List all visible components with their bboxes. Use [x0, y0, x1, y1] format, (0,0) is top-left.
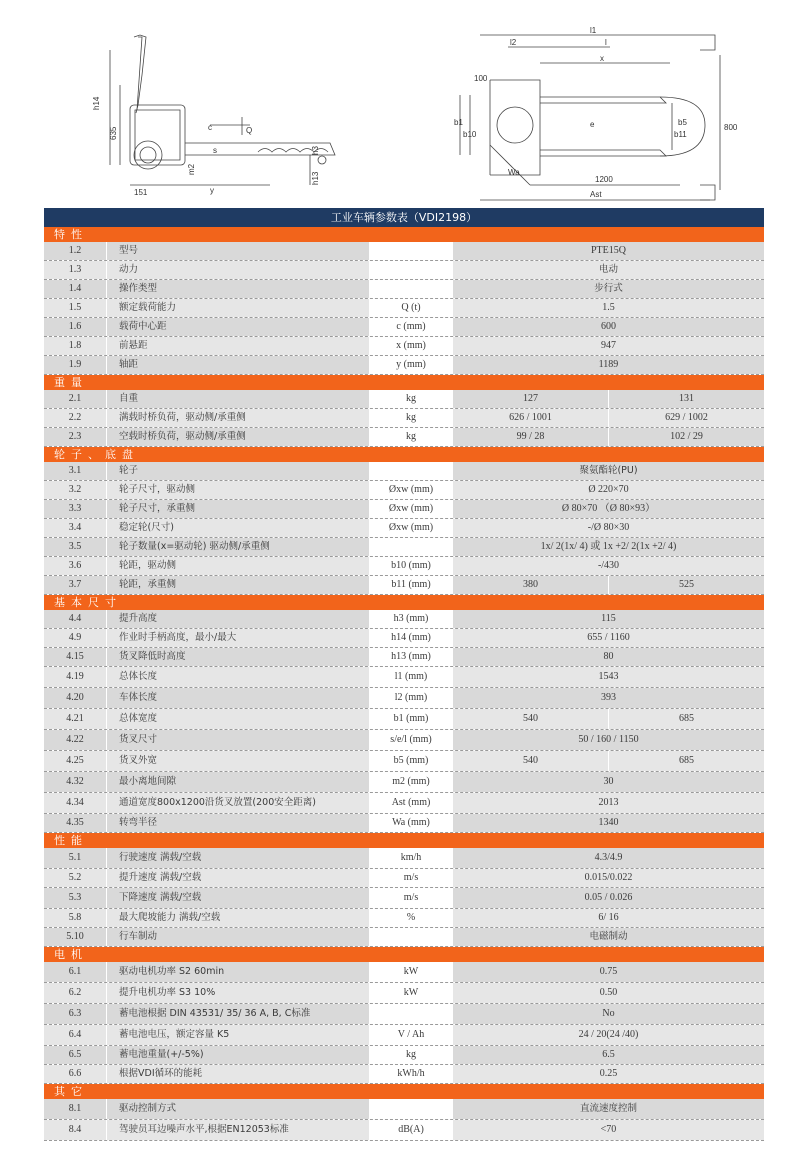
row-description: 提升电机功率 S3 10%: [107, 983, 370, 1003]
table-row: [44, 962, 764, 983]
table-row: [44, 481, 764, 500]
row-unit: kg: [370, 409, 453, 427]
dim-b10: b10: [463, 130, 477, 139]
row-value: 1543: [453, 667, 764, 687]
row-values: [453, 751, 764, 771]
row-value: -/Ø 80×30: [453, 519, 764, 537]
row-description: 提升速度 满载/空载: [107, 869, 370, 887]
row-unit: Øxw (mm): [370, 481, 453, 499]
spec-table: [44, 208, 764, 1141]
row-value: -/430: [453, 557, 764, 575]
section-header: 其它: [44, 1084, 764, 1099]
top-view-drawing: [430, 25, 750, 225]
row-unit: l2 (mm): [370, 688, 453, 708]
row-unit: m/s: [370, 869, 453, 887]
row-number: 4.20: [44, 688, 107, 708]
row-unit: b5 (mm): [370, 751, 453, 771]
row-number: 1.2: [44, 242, 107, 260]
table-title: 工业车辆参数表（VDI2198）: [44, 208, 764, 227]
row-number: 6.2: [44, 983, 107, 1003]
dim-800: 800: [724, 123, 738, 132]
row-description: 轮子尺寸，承重侧: [107, 500, 370, 518]
row-description: 下降速度 满载/空载: [107, 888, 370, 908]
table-row: [44, 814, 764, 833]
row-description: 操作类型: [107, 280, 370, 298]
table-row: [44, 356, 764, 375]
value-variant-a: 626 / 1001: [453, 409, 609, 427]
row-number: 3.3: [44, 500, 107, 518]
dim-h14: h14: [92, 96, 101, 110]
row-number: 5.1: [44, 848, 107, 868]
row-description: 最小离地间隙: [107, 772, 370, 792]
row-values: [453, 709, 764, 729]
row-unit: km/h: [370, 848, 453, 868]
table-row: [44, 848, 764, 869]
row-value: PTE15Q: [453, 242, 764, 260]
table-row: [44, 667, 764, 688]
row-value: 直流速度控制: [453, 1099, 764, 1119]
row-unit: Øxw (mm): [370, 500, 453, 518]
row-number: 4.34: [44, 793, 107, 813]
table-row: [44, 299, 764, 318]
dim-Q: Q: [246, 126, 253, 135]
row-number: 3.5: [44, 538, 107, 556]
row-number: 4.15: [44, 648, 107, 666]
section-rows: [44, 962, 764, 1084]
dim-c: c: [208, 123, 212, 132]
row-description: 空载时桥负荷，驱动侧/承重侧: [107, 428, 370, 446]
row-description: 作业时手柄高度，最小/最大: [107, 629, 370, 647]
row-unit: [370, 1004, 453, 1024]
dim-l: l: [605, 38, 607, 47]
row-number: 5.8: [44, 909, 107, 927]
row-value: 30: [453, 772, 764, 792]
row-unit: l1 (mm): [370, 667, 453, 687]
row-unit: kWh/h: [370, 1065, 453, 1083]
row-number: 8.1: [44, 1099, 107, 1119]
row-unit: Wa (mm): [370, 814, 453, 832]
table-row: [44, 1065, 764, 1084]
table-row: [44, 242, 764, 261]
table-row: [44, 428, 764, 447]
row-unit: Q (t): [370, 299, 453, 317]
row-description: 行车制动: [107, 928, 370, 946]
row-value: Ø 220×70: [453, 481, 764, 499]
row-unit: y (mm): [370, 356, 453, 374]
row-unit: [370, 242, 453, 260]
table-row: [44, 1099, 764, 1120]
row-number: 3.2: [44, 481, 107, 499]
row-description: 蓄电池根据 DIN 43531/ 35/ 36 A, B, C标准: [107, 1004, 370, 1024]
row-values: [453, 390, 764, 408]
row-value: 聚氨酯轮(PU): [453, 462, 764, 480]
row-description: 根据VDI循环的能耗: [107, 1065, 370, 1083]
row-description: 前悬距: [107, 337, 370, 355]
row-number: 4.21: [44, 709, 107, 729]
value-variant-b: 685: [679, 755, 694, 766]
dim-y: y: [210, 186, 214, 195]
row-number: 1.5: [44, 299, 107, 317]
row-unit: x (mm): [370, 337, 453, 355]
row-unit: b11 (mm): [370, 576, 453, 594]
row-number: 6.1: [44, 962, 107, 982]
row-description: 自重: [107, 390, 370, 408]
table-row: [44, 1025, 764, 1046]
row-description: 货叉外宽: [107, 751, 370, 771]
row-unit: b1 (mm): [370, 709, 453, 729]
row-description: 型号: [107, 242, 370, 260]
row-value: 600: [453, 318, 764, 336]
row-value: Ø 80×70 （Ø 80×93）: [453, 500, 764, 518]
row-value: 1x/ 2(1x/ 4) 或 1x +2/ 2(1x +2/ 4): [453, 538, 764, 556]
row-number: 1.3: [44, 261, 107, 279]
row-description: 车体长度: [107, 688, 370, 708]
table-row: [44, 629, 764, 648]
row-number: 6.3: [44, 1004, 107, 1024]
value-variant-b: 525: [679, 579, 694, 590]
table-row: [44, 983, 764, 1004]
dim-x: x: [600, 54, 604, 63]
row-value: 1.5: [453, 299, 764, 317]
table-row: [44, 928, 764, 947]
row-description: 驱动电机功率 S2 60min: [107, 962, 370, 982]
row-number: 1.4: [44, 280, 107, 298]
row-unit: [370, 261, 453, 279]
row-values: [453, 428, 764, 446]
row-description: 驾驶员耳边噪声水平,根据EN12053标准: [107, 1120, 370, 1140]
row-description: 载荷中心距: [107, 318, 370, 336]
dim-h3: h3: [311, 146, 320, 155]
table-row: [44, 610, 764, 629]
row-number: 4.25: [44, 751, 107, 771]
row-number: 5.10: [44, 928, 107, 946]
section-header: 特性: [44, 227, 764, 242]
row-value: 4.3/4.9: [453, 848, 764, 868]
table-row: [44, 280, 764, 299]
row-number: 5.2: [44, 869, 107, 887]
row-number: 6.4: [44, 1025, 107, 1045]
row-description: 蓄电池重量(+/-5%): [107, 1046, 370, 1064]
row-description: 驱动控制方式: [107, 1099, 370, 1119]
row-value: 电动: [453, 261, 764, 279]
row-number: 1.8: [44, 337, 107, 355]
row-description: 货叉降低时高度: [107, 648, 370, 666]
table-row: [44, 888, 764, 909]
row-value: 电磁制动: [453, 928, 764, 946]
row-number: 3.6: [44, 557, 107, 575]
table-row: [44, 730, 764, 751]
table-row: [44, 318, 764, 337]
table-row: [44, 909, 764, 928]
row-unit: dB(A): [370, 1120, 453, 1140]
row-values: [453, 576, 764, 594]
dim-h13: h13: [311, 171, 320, 185]
dim-Wa: Wa: [508, 168, 520, 177]
row-value: 步行式: [453, 280, 764, 298]
row-description: 通道宽度800x1200沿货叉放置(200安全距离): [107, 793, 370, 813]
row-description: 额定载荷能力: [107, 299, 370, 317]
row-description: 总体宽度: [107, 709, 370, 729]
dim-Ast: Ast: [590, 190, 602, 199]
row-number: 2.3: [44, 428, 107, 446]
section-rows: [44, 462, 764, 595]
row-value: No: [453, 1004, 764, 1024]
side-view-drawing: [90, 25, 450, 225]
row-unit: [370, 280, 453, 298]
table-row: [44, 772, 764, 793]
value-variant-a: 99 / 28: [453, 428, 609, 446]
row-unit: [370, 1099, 453, 1119]
row-value: 0.05 / 0.026: [453, 888, 764, 908]
row-description: 轮距，承重侧: [107, 576, 370, 594]
row-number: 2.1: [44, 390, 107, 408]
table-row: [44, 1120, 764, 1141]
row-description: 轮距，驱动侧: [107, 557, 370, 575]
row-value: 947: [453, 337, 764, 355]
row-number: 4.4: [44, 610, 107, 628]
row-value: 80: [453, 648, 764, 666]
row-number: 5.3: [44, 888, 107, 908]
row-number: 4.35: [44, 814, 107, 832]
row-number: 8.4: [44, 1120, 107, 1140]
row-unit: b10 (mm): [370, 557, 453, 575]
table-row: [44, 688, 764, 709]
row-unit: kW: [370, 983, 453, 1003]
row-value: 655 / 1160: [453, 629, 764, 647]
row-unit: %: [370, 909, 453, 927]
table-row: [44, 557, 764, 576]
row-unit: h3 (mm): [370, 610, 453, 628]
value-variant-a: 127: [453, 390, 609, 408]
row-number: 4.32: [44, 772, 107, 792]
row-description: 行驶速度 满载/空载: [107, 848, 370, 868]
row-description: 轮子尺寸，驱动侧: [107, 481, 370, 499]
row-number: 1.6: [44, 318, 107, 336]
row-number: 6.5: [44, 1046, 107, 1064]
table-row: [44, 793, 764, 814]
row-value: 0.75: [453, 962, 764, 982]
technical-drawings: [0, 0, 800, 205]
dim-l2: l2: [510, 38, 517, 47]
row-unit: h14 (mm): [370, 629, 453, 647]
row-unit: [370, 928, 453, 946]
table-row: [44, 869, 764, 888]
row-description: 转弯半径: [107, 814, 370, 832]
table-row: [44, 709, 764, 730]
table-row: [44, 538, 764, 557]
section-rows: [44, 610, 764, 833]
row-unit: V / Ah: [370, 1025, 453, 1045]
row-number: 4.22: [44, 730, 107, 750]
row-number: 1.9: [44, 356, 107, 374]
dim-151: 151: [134, 188, 148, 197]
row-value: 6.5: [453, 1046, 764, 1064]
table-row: [44, 648, 764, 667]
row-value: 0.50: [453, 983, 764, 1003]
row-number: 3.4: [44, 519, 107, 537]
row-value: 0.25: [453, 1065, 764, 1083]
row-values: [453, 409, 764, 427]
row-unit: kg: [370, 428, 453, 446]
dim-b1: b1: [454, 118, 463, 127]
row-number: 6.6: [44, 1065, 107, 1083]
value-variant-b: 629 / 1002: [665, 412, 708, 423]
table-row: [44, 1046, 764, 1065]
table-row: [44, 390, 764, 409]
row-unit: s/e/l (mm): [370, 730, 453, 750]
row-value: 1340: [453, 814, 764, 832]
row-number: 2.2: [44, 409, 107, 427]
section-header: 性能: [44, 833, 764, 848]
row-description: 稳定轮(尺寸): [107, 519, 370, 537]
value-variant-a: 540: [453, 751, 609, 771]
value-variant-b: 685: [679, 713, 694, 724]
row-value: 115: [453, 610, 764, 628]
row-unit: [370, 462, 453, 480]
section-rows: [44, 1099, 764, 1141]
row-description: 提升高度: [107, 610, 370, 628]
row-unit: h13 (mm): [370, 648, 453, 666]
dim-s: s: [213, 146, 217, 155]
section-header: 电机: [44, 947, 764, 962]
row-description: 轴距: [107, 356, 370, 374]
table-row: [44, 751, 764, 772]
table-row: [44, 409, 764, 428]
row-description: 动力: [107, 261, 370, 279]
row-description: 蓄电池电压，额定容量 K5: [107, 1025, 370, 1045]
value-variant-a: 380: [453, 576, 609, 594]
row-unit: Øxw (mm): [370, 519, 453, 537]
row-description: 货叉尺寸: [107, 730, 370, 750]
table-row: [44, 576, 764, 595]
row-value: 6/ 16: [453, 909, 764, 927]
row-unit: kW: [370, 962, 453, 982]
row-number: 4.9: [44, 629, 107, 647]
row-value: 0.015/0.022: [453, 869, 764, 887]
row-value: <70: [453, 1120, 764, 1140]
section-header: 重量: [44, 375, 764, 390]
row-value: 1189: [453, 356, 764, 374]
row-description: 轮子: [107, 462, 370, 480]
dim-b11: b11: [674, 130, 687, 139]
row-description: 满载时桥负荷，驱动侧/承重侧: [107, 409, 370, 427]
row-description: 最大爬坡能力 满载/空载: [107, 909, 370, 927]
dim-e: e: [590, 120, 595, 129]
section-rows: [44, 848, 764, 947]
table-row: [44, 337, 764, 356]
table-row: [44, 462, 764, 481]
table-row: [44, 261, 764, 280]
section-header: 基本尺寸: [44, 595, 764, 610]
row-value: 2013: [453, 793, 764, 813]
row-number: 4.19: [44, 667, 107, 687]
row-value: 50 / 160 / 1150: [453, 730, 764, 750]
table-row: [44, 1004, 764, 1025]
row-number: 3.7: [44, 576, 107, 594]
value-variant-b: 131: [679, 393, 694, 404]
row-unit: [370, 538, 453, 556]
section-rows: [44, 390, 764, 447]
row-description: 轮子数量(x=驱动轮) 驱动侧/承重侧: [107, 538, 370, 556]
value-variant-a: 540: [453, 709, 609, 729]
section-header: 轮子、底盘: [44, 447, 764, 462]
dim-m2: m2: [187, 163, 196, 175]
dim-1200: 1200: [595, 175, 613, 184]
dim-100: 100: [474, 74, 488, 83]
dim-b5: b5: [678, 118, 687, 127]
dim-635: 635: [109, 126, 118, 140]
row-number: 3.1: [44, 462, 107, 480]
section-rows: [44, 242, 764, 375]
dim-l1: l1: [590, 26, 597, 35]
table-row: [44, 519, 764, 538]
row-unit: kg: [370, 390, 453, 408]
row-unit: c (mm): [370, 318, 453, 336]
row-unit: kg: [370, 1046, 453, 1064]
row-unit: m/s: [370, 888, 453, 908]
row-description: 总体长度: [107, 667, 370, 687]
row-value: 393: [453, 688, 764, 708]
row-unit: Ast (mm): [370, 793, 453, 813]
row-unit: m2 (mm): [370, 772, 453, 792]
row-value: 24 / 20(24 /40): [453, 1025, 764, 1045]
table-row: [44, 500, 764, 519]
value-variant-b: 102 / 29: [670, 431, 703, 442]
